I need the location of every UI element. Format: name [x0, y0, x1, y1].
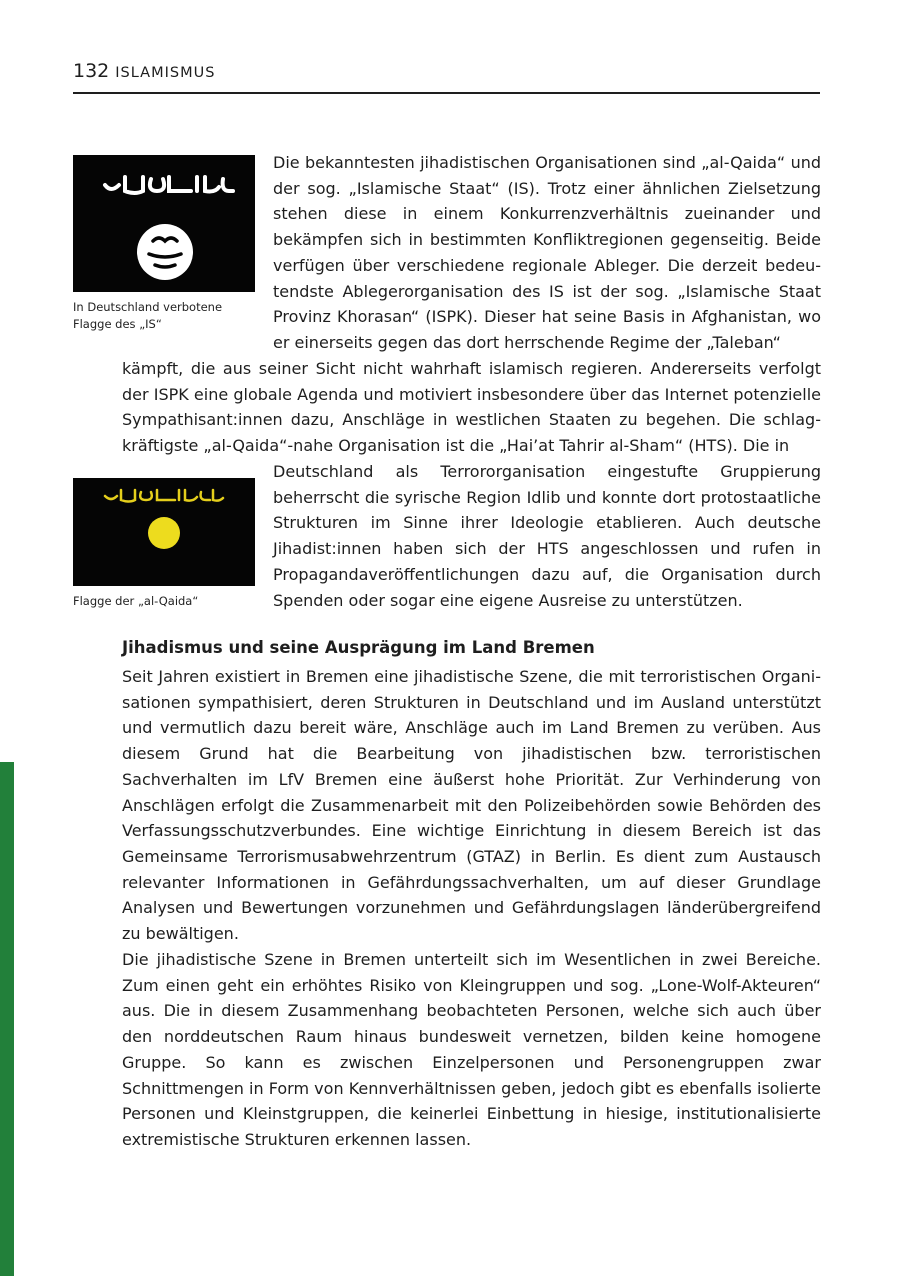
caption-line: In Deutschland verbotene: [73, 300, 223, 314]
al-qaida-flag-caption: Flagge der „al-Qaida“: [73, 594, 199, 608]
scene-structure-paragraph: Die jihadistische Szene in Bremen unterteilt sich im Wesentlichen in zwei Bereiche. Zum einen geht ein erhöhtes Risiko von Kleingruppen und sog. „Lone-Wolf-Akteuren“ aus. Die in diesem Zusammenhang beobachteten Personen, welche sich auch über den norddeutschen Raum hinaus bundesweit vernetzen, bilden keine homogene Gruppe. So kann es zwischen Einzelpersonen und Personengruppen zwar Schnittmengen in Form von Kennverhältnissen geben, jedoch gibt es ebenfalls isolierte Personen und Kleinstgruppen, die keinerlei Einbettung in hiesige, institutionalisierte extremistische Strukturen erkennen lassen.: [122, 950, 821, 1149]
is-flag-image: [73, 155, 255, 292]
intro-paragraph-full-width: kämpft, die aus seiner Sicht nicht wahrhaft islamisch regieren. Andererseits verfolgt der ISPK eine globale Agenda und motiviert insbesondere über das Internet potenzielle Sympathisant:innen dazu, Anschläge in westlichen Staaten zu begehen. Die schlagkräftigste „al-Qaida“-nahe Organisation ist die „Hai’at Tahrir al-Sham“ (HTS). Die in: [122, 359, 821, 456]
al-qaida-flag-figure: [73, 478, 255, 610]
is-flag-emblem: [73, 155, 255, 292]
page-header: [73, 60, 820, 94]
caption-line: Flagge des „IS“: [73, 317, 162, 331]
page-number: 132: [73, 60, 110, 82]
section-label: ISLAMISMUS: [115, 65, 216, 81]
al-qaida-flag-image: [73, 478, 255, 586]
is-flag-caption: [73, 299, 248, 333]
intro-paragraph-wrapped: Die bekanntesten jihadistischen Organisationen sind „al-Qaida“ und der sog. „Islamische Staat“ (IS). Trotz einer ähnlichen Zielsetzung stehen diese in einem Konkurrenzverhältnis zueinander und bekämpfen sich in bestimmten Konfliktregionen gegenseitig. Beide verfügen über verschiedene regionale Ableger. Die derzeit bedeutendste Ablegerorganisation des IS ist der sog. „Islamische Staat Provinz Khorasan“ (ISPK). Dieser hat seine Basis in Afghanistan, wo er einerseits gegen das dort herrschende Regime der „Taleban“: [273, 153, 821, 352]
al-qaida-flag-emblem: [73, 478, 255, 586]
hts-paragraph-wrapped: Deutschland als Terrororganisation eingestufte Gruppierung beherrscht die syrische Region Idlib und konnte dort protostaatliche Strukturen im Sinne ihrer Ideologie etablieren. Auch deutsche Jihadist:innen haben sich der HTS angeschlossen und rufen in Propagandaveröffentlichungen dazu auf, die Organisation durch Spenden oder sogar eine eigene Ausreise zu unterstützen.: [273, 462, 821, 610]
is-flag-figure: [73, 155, 255, 333]
bremen-scene-paragraph: Seit Jahren existiert in Bremen eine jihadistische Szene, die mit terroristischen Organisationen sympathisiert, deren Strukturen in Deutschland und im Ausland unterstützt und vermutlich dazu bereit wäre, Anschläge auch im Land Bremen zu verüben. Aus diesem Grund hat die Bearbeitung von jihadistischen bzw. terroristischen Sachverhalten im LfV Bremen eine äußerst hohe Priorität. Zur Verhinderung von Anschlägen erfolgt die Zusammenarbeit mit den Polizeibehörden sowie Behörden des Verfassungsschutzverbundes. Eine wichtige Einrichtung in diesem Bereich ist das Gemeinsame Terrorismusabwehrzentrum (GTAZ) in Berlin. Es dient zum Austausch relevanter Informationen in Gefährdungssachverhalten, um auf dieser Grundlage Analysen und Bewertungen vorzunehmen und Gefährdungslagen länderübergreifend zu bewältigen.: [122, 667, 821, 944]
green-side-bar: [0, 762, 14, 1276]
section-heading: Jihadismus und seine Ausprägung im Land Bremen: [122, 638, 595, 657]
